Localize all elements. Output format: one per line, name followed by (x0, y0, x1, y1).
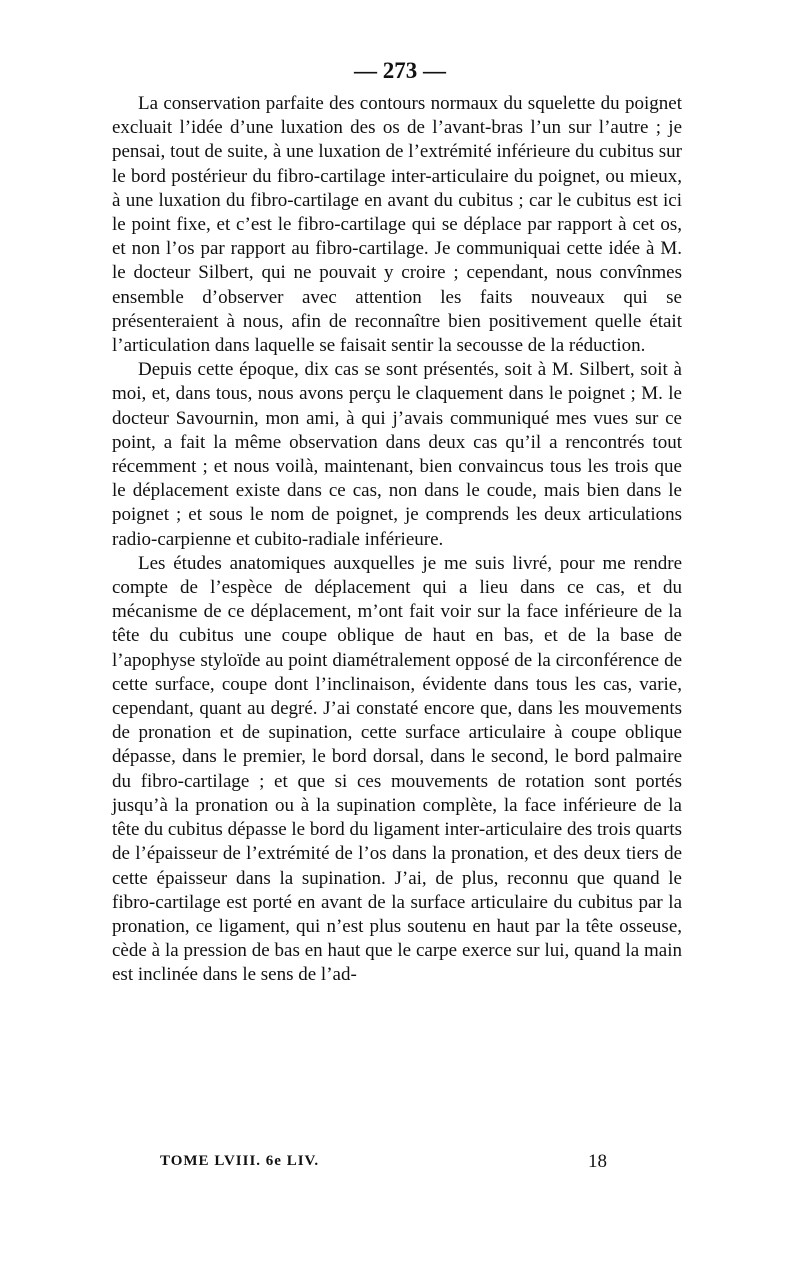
paragraph: La conservation parfaite des contours normaux du squelette du poignet excluait l’idée d’une luxation des os de l’avant-bras l’un sur l’autre ; je pensai, tout de suite, à une luxation de l’extrémité inférieure du cubitus sur le bord postérieur du fibro-cartilage inter-articulaire du poignet, ou mieux, à une luxation du fibro-cartilage en avant du cubitus ; car le cubitus est ici le point fixe, et c’est le fibro-cartilage qui se déplace par rapport à cet os, et non l’os par rapport au fibro-cartilage. Je communiquai cette idée à M. le docteur Silbert, qui ne pouvait y croire ; cependant, nous convînmes ensemble d’observer avec attention les faits nouveaux qui se présenteraient à nous, afin de reconnaître bien positivement quelle était l’articulation dans laquelle se faisait sentir la secousse de la réduction. (112, 93, 682, 357)
paragraph: Depuis cette époque, dix cas se sont présentés, soit à M. Silbert, soit à moi, et, dans tous, nous avons perçu le claquement dans le poignet ; M. le docteur Savournin, mon ami, à qui j’avais communiqué mes vues sur ce point, a fait la même observation dans deux cas qu’il a rencontrés tout récemment ; et nous voilà, maintenant, bien convaincus tous les trois que le déplacement existe dans ce cas, non dans le coude, mais bien dans le poignet ; et sous le nom de poignet, je comprends les deux articulations radio-carpienne et cubito-radiale inférieure. (112, 359, 682, 550)
body-text (112, 92, 682, 988)
sheet-number: 18 (588, 1151, 607, 1172)
page-number: — 273 — (354, 58, 446, 83)
printer-signature: TOME LVIII. 6e LIV. (160, 1153, 320, 1169)
paragraph: Les études anatomiques auxquelles je me suis livré, pour me rendre compte de l’espèce de déplacement qui a lieu dans ce cas, et du mécanisme de ce déplacement, m’ont fait voir sur la face inférieure de la tête du cubitus une coupe oblique de haut en bas, et de la base de l’apophyse styloïde au point diamétralement opposé de la circonférence de cette surface, coupe dont l’inclinaison, évidente dans tous les cas, varie, cependant, quant au degré. J’ai constaté encore que, dans les mouvements de pronation et de supination, cette surface articulaire à coupe oblique dépasse, dans le premier, le bord dorsal, dans le second, le bord palmaire du fibro-cartilage ; et que si ces mouvements de rotation sont portés jusqu’à la pronation ou à la supination complète, la face inférieure de la tête du cubitus dépasse le bord du ligament inter-articulaire des trois quarts de l’épaisseur de l’extrémité de l’os dans la pronation, et des deux tiers de cette épaisseur dans la supination. J’ai, de plus, reconnu que quand le fibro-cartilage est porté en avant de la surface articulaire du cubitus par la pronation, ce ligament, qui n’est plus soutenu en haut par la tête osseuse, cède à la pression de bas en haut que le carpe exerce sur lui, quand la main est inclinée dans le sens de l’ad- (112, 552, 682, 986)
